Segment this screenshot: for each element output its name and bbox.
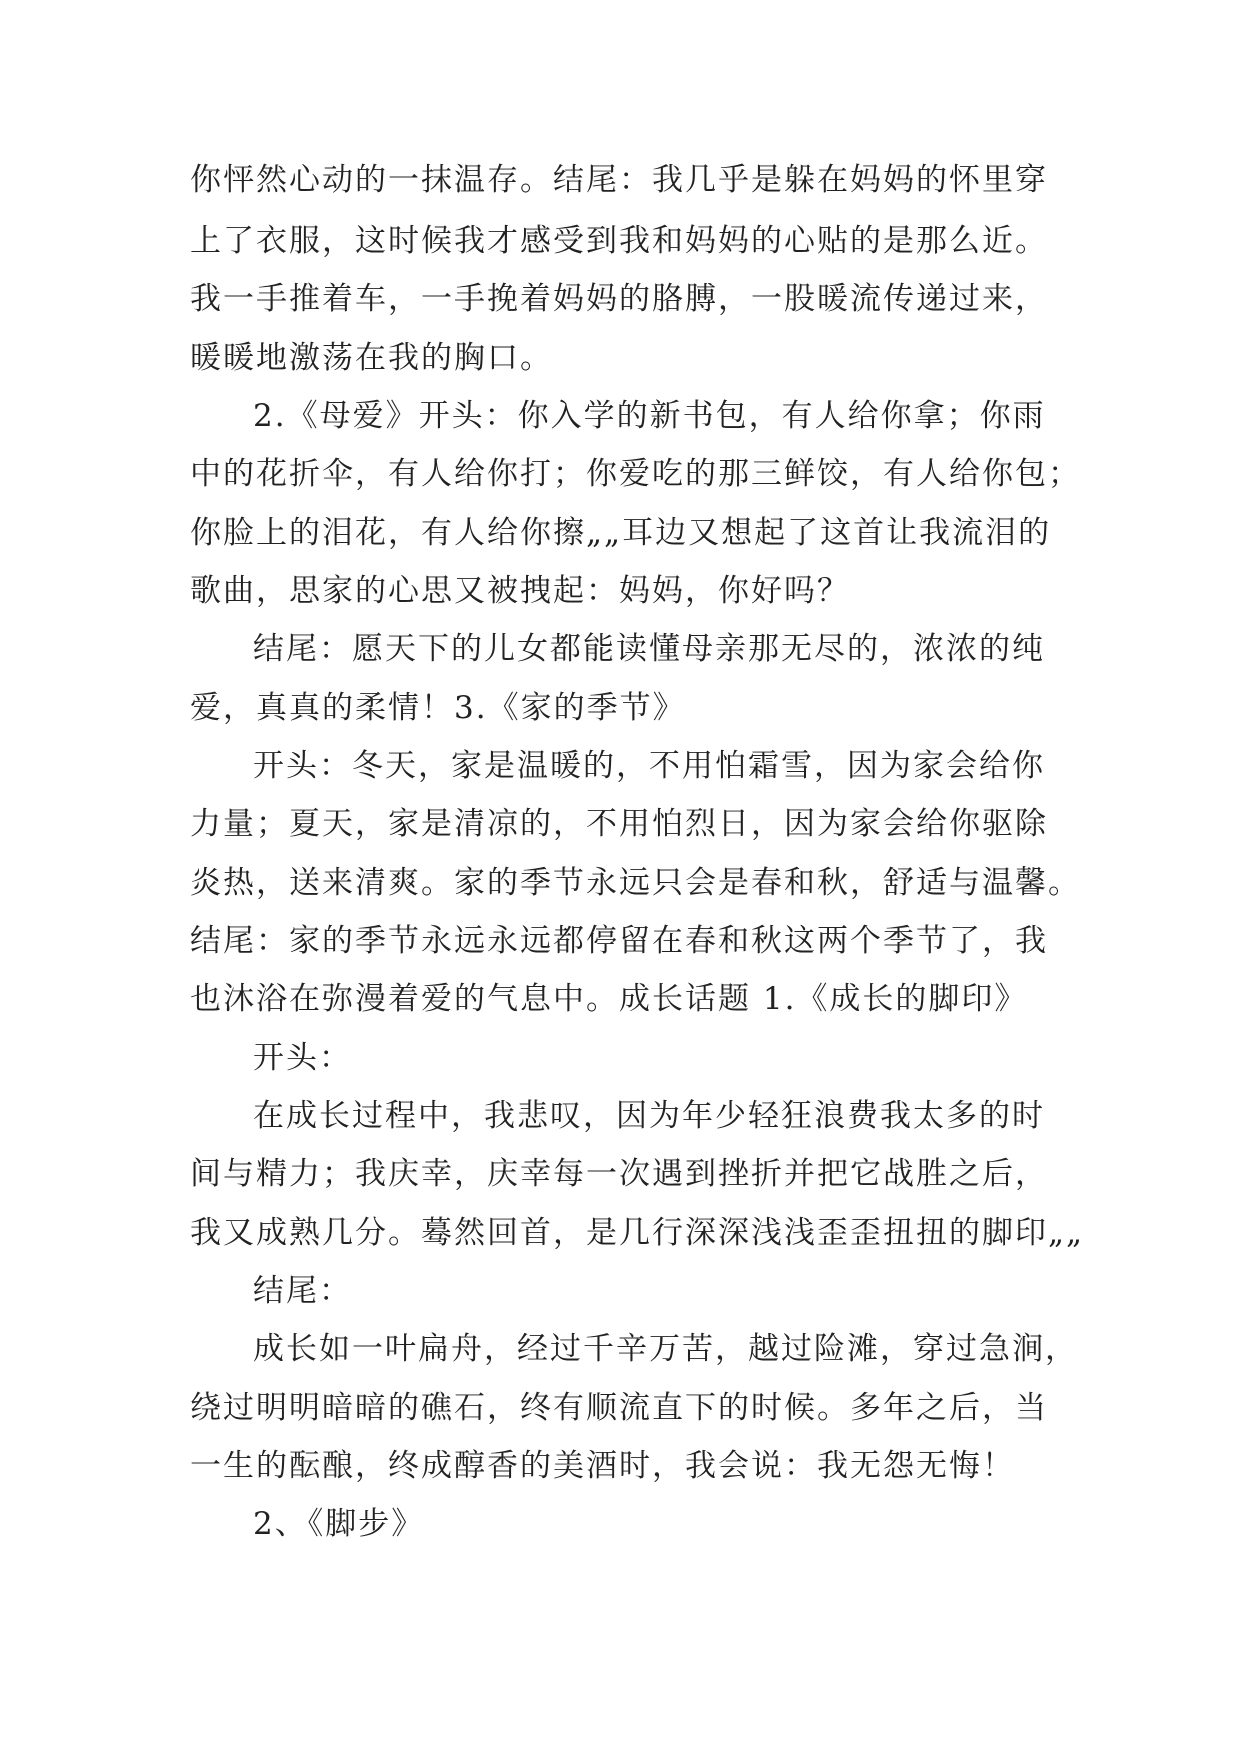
text-line: 我又成熟几分。蓦然回首，是几行深深浅浅歪歪扭扭的脚印„„ xyxy=(190,1215,1085,1251)
text-line: 你怦然心动的一抹温存。结尾：我几乎是躲在妈妈的怀里穿 xyxy=(190,162,1048,198)
text-line: 2、《脚步》 xyxy=(253,1506,425,1542)
text-line: 开头：冬天，家是温暖的，不用怕霜雪，因为家会给你 xyxy=(253,748,1045,784)
text-line: 炎热，送来清爽。家的季节永远只会是春和秋，舒适与温馨。 xyxy=(190,865,1081,901)
text-line: 绕过明明暗暗的礁石，终有顺流直下的时候。多年之后，当 xyxy=(190,1390,1048,1426)
text-line: 上了衣服，这时候我才感受到我和妈妈的心贴的是那么近。 xyxy=(190,223,1048,259)
text-line: 结尾：家的季节永远永远都停留在春和秋这两个季节了，我 xyxy=(190,923,1048,959)
text-line: 暖暖地激荡在我的胸口。 xyxy=(190,340,553,376)
text-line: 我一手推着车，一手挽着妈妈的胳膊，一股暖流传递过来， xyxy=(190,281,1048,317)
text-line: 结尾：愿天下的儿女都能读懂母亲那无尽的，浓浓的纯 xyxy=(253,631,1045,667)
text-line: 成长如一叶扁舟，经过千辛万苦，越过险滩，穿过急涧， xyxy=(253,1331,1078,1367)
text-line: 也沐浴在弥漫着爱的气息中。成长话题 1.《成长的脚印》 xyxy=(190,981,1028,1017)
text-line: 爱，真真的柔情！3.《家的季节》 xyxy=(190,690,686,726)
text-line: 2.《母爱》开头：你入学的新书包，有人给你拿；你雨 xyxy=(253,398,1046,434)
text-line: 间与精力；我庆幸，庆幸每一次遇到挫折并把它战胜之后， xyxy=(190,1156,1048,1192)
text-line: 开头： xyxy=(253,1040,352,1076)
text-line: 一生的酝酿，终成醇香的美酒时，我会说：我无怨无悔！ xyxy=(190,1448,1015,1484)
text-line: 中的花折伞，有人给你打；你爱吃的那三鲜饺，有人给你包； xyxy=(190,456,1081,492)
text-line: 结尾： xyxy=(253,1273,352,1309)
text-line: 力量；夏天，家是清凉的，不用怕烈日，因为家会给你驱除 xyxy=(190,806,1048,842)
text-line: 歌曲，思家的心思又被拽起：妈妈，你好吗？ xyxy=(190,573,850,609)
text-line: 你脸上的泪花，有人给你擦„„耳边又想起了这首让我流泪的 xyxy=(190,515,1052,551)
text-line: 在成长过程中，我悲叹，因为年少轻狂浪费我太多的时 xyxy=(253,1098,1045,1134)
